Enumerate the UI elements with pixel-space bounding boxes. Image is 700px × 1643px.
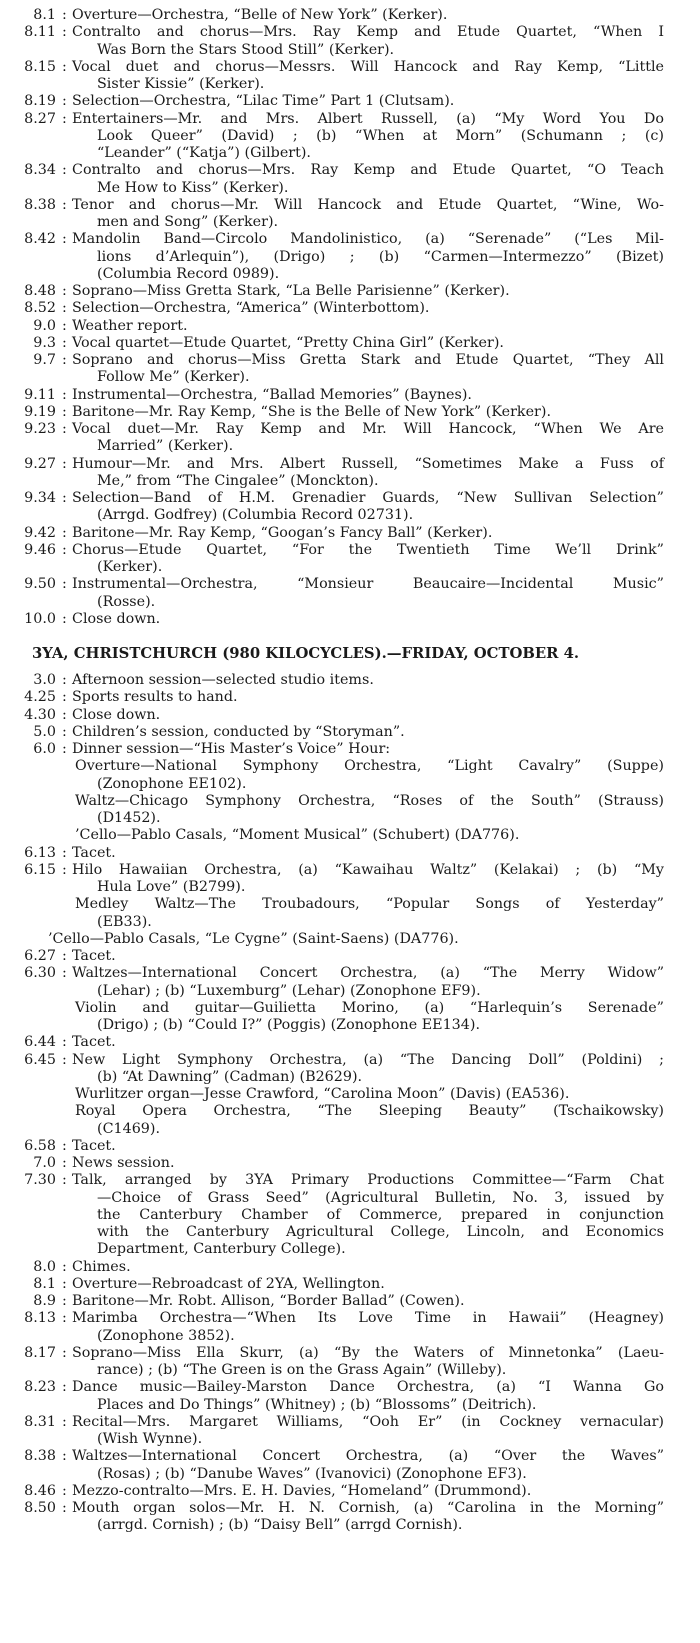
programme-entry [0, 1172, 700, 1258]
entry-text-line: Medley Waltz—The Troubadours, “Popular Songs of Yesterday” [75, 896, 664, 913]
programme-entry [0, 1086, 700, 1103]
time-separator: : [62, 576, 67, 593]
programme-entry [0, 1293, 700, 1310]
time-separator: : [62, 1172, 67, 1189]
entry-text-line: Selection—Band of H.M. Grenadier Guards, “New Sullivan Selection” [72, 490, 664, 506]
time-separator: : [62, 672, 67, 688]
time-separator: : [62, 1258, 67, 1275]
time-separator: : [62, 93, 67, 110]
entry-text-line: Sports results to hand. [72, 689, 238, 706]
time-separator: : [62, 490, 67, 506]
programme-entry [0, 1052, 700, 1087]
programme-entry [0, 1000, 700, 1035]
entry-text-line: (Drigo) ; (b) “Could I?” (Poggis) (Zonophone EE134). [97, 1017, 481, 1033]
programme-entry [0, 283, 700, 300]
entry-text-line: Married” (Kerker). [97, 438, 234, 455]
entry-text-line: lions d’Arlequin”), (Drigo) ; (b) “Carmen—Intermezzo” (Bizet) [97, 248, 664, 265]
entry-time: 8.11 [24, 24, 56, 41]
entry-text-line: (Wish Wynne). [97, 1431, 203, 1447]
entry-text-line: Look Queer” (David) ; (b) “When at Morn” (Schumann ; (c) [97, 127, 664, 144]
entry-text-line: Sister Kissie” (Kerker). [97, 76, 265, 92]
programme-entry [0, 1500, 700, 1535]
entry-text-line: Contralto and chorus—Mrs. Ray Kemp and Etude Quartet, “O Teach [72, 162, 664, 179]
entry-text-line: (Lehar) ; (b) “Luxemburg” (Lehar) (Zonophone EF9). [97, 982, 481, 999]
entry-text-line: men and Song” (Kerker). [97, 214, 279, 230]
time-separator: : [62, 1034, 67, 1051]
entry-text-line: ’Cello—Pablo Casals, “Le Cygne” (Saint-Saens) (DA776). [48, 930, 459, 947]
entry-text-line: Dance music—Bailey-Marston Dance Orchestra, (a) “I Wanna Go [72, 1379, 664, 1396]
time-separator: : [62, 1137, 67, 1154]
entry-text-line: with the Canterbury Agricultural College, Lincoln, and Economics [97, 1224, 664, 1240]
entry-text-line: Vocal duet and chorus—Messrs. Will Hancock and Ray Kemp, “Little [72, 58, 664, 75]
entry-time: 6.27 [24, 948, 56, 964]
entry-text-line: Overture—Orchestra, “Belle of New York” (Kerker). [72, 7, 448, 23]
programme-entry [0, 827, 700, 844]
entry-text-line: (Arrgd. Godfrey) (Columbia Record 02731). [97, 507, 414, 524]
programme-entry [0, 1034, 700, 1051]
programme-entry [0, 611, 700, 628]
entry-text-line: Tacet. [72, 1034, 116, 1051]
time-separator: : [62, 861, 67, 878]
entry-text-line: Follow Me” (Kerker). [97, 369, 250, 386]
entry-time: 8.38 [24, 196, 56, 213]
time-separator: : [62, 7, 67, 23]
programme-entry [0, 965, 700, 1000]
entry-time: 9.34 [24, 490, 56, 506]
programme-entry [0, 542, 700, 577]
entry-text-line: New Light Symphony Orchestra, (a) “The Dancing Doll” (Poldini) ; [72, 1051, 664, 1068]
time-separator: : [62, 1448, 67, 1465]
entry-text-line: Mouth organ solos—Mr. H. N. Cornish, (a) “Carolina in the Morning” [72, 1500, 664, 1516]
entry-text-line: Mezzo-contralto—Mrs. E. H. Davies, “Homeland” (Drummond). [72, 1482, 532, 1499]
entry-text-line: Violin and guitar—Guilietta Morino, (a) “Harlequin’s Serenade” [75, 999, 664, 1016]
programme-entry [0, 7, 700, 24]
entry-text-line: Marimba Orchestra—“When Its Love Time in Hawaii” (Heagney) [72, 1310, 664, 1327]
entry-text-line: Soprano—Miss Gretta Stark, “La Belle Parisienne” (Kerker). [72, 283, 510, 299]
entry-time: 8.15 [24, 58, 56, 75]
entry-text-line: Baritone—Mr. Ray Kemp, “Googan’s Fancy Ball” (Kerker). [72, 524, 493, 541]
entry-time: 9.3 [33, 334, 56, 351]
entry-text-line: Soprano and chorus—Miss Gretta Stark and Etude Quartet, “They All [72, 352, 664, 368]
programme-entry [0, 1103, 700, 1138]
time-separator: : [62, 334, 67, 351]
programme-entry [0, 24, 700, 59]
entry-text-line: (Zonophone 3852). [97, 1327, 235, 1344]
programme-entry [0, 724, 700, 741]
entry-text-line: Places and Do Things” (Whitney) ; (b) “Blossoms” (Deitrich). [97, 1396, 537, 1413]
entry-time: 8.19 [24, 93, 56, 110]
time-separator: : [62, 1344, 67, 1361]
entry-text-line: (Rosse). [97, 593, 156, 610]
entry-time: 8.13 [24, 1310, 56, 1327]
time-separator: : [62, 723, 67, 740]
entry-time: 8.31 [24, 1413, 56, 1430]
programme-entry [0, 793, 700, 828]
entry-time: 6.0 [33, 741, 56, 757]
entry-text-line: Afternoon session—selected studio items. [72, 672, 374, 688]
programme-entry [0, 1276, 700, 1293]
entry-time: 8.9 [33, 1293, 56, 1309]
entry-text-line: News session. [72, 1155, 175, 1171]
entry-time: 8.52 [24, 300, 56, 317]
entry-text-line: —Choice of Grass Seed” (Agricultural Bulletin, No. 3, issued by [97, 1189, 664, 1206]
programme-entry [0, 525, 700, 542]
entry-text-line: “Leander” (“Katja”) (Gilbert). [97, 145, 311, 161]
programme-entry [0, 1483, 700, 1500]
entry-text-line: Waltzes—International Concert Orchestra, (a) “The Merry Widow” [72, 965, 664, 982]
entry-time: 6.30 [24, 965, 56, 982]
entry-text-line: Close down. [72, 706, 161, 723]
entry-text-line: Recital—Mrs. Margaret Williams, “Ooh Er” (in Cockney vernacular) [72, 1413, 664, 1430]
entry-time: 8.38 [24, 1448, 56, 1465]
entry-time: 6.13 [24, 844, 56, 861]
time-separator: : [62, 524, 67, 541]
programme-entry [0, 111, 700, 163]
entry-text-line: Wurlitzer organ—Jesse Crawford, “Carolina Moon” (Davis) (EA536). [75, 1086, 570, 1102]
programme-entry [0, 335, 700, 352]
entry-text-line: Baritone—Mr. Ray Kemp, “She is the Belle of New York” (Kerker). [72, 403, 551, 420]
time-separator: : [62, 1155, 67, 1171]
entry-time: 8.0 [33, 1258, 56, 1275]
entry-text-line: Dinner session—“His Master’s Voice” Hour: [72, 741, 391, 757]
entry-time: 8.48 [24, 283, 56, 299]
programme-entry [0, 421, 700, 456]
time-separator: : [62, 965, 67, 982]
entry-text-line: (arrgd. Cornish) ; (b) “Daisy Bell” (arrgd Cornish). [97, 1517, 463, 1534]
time-separator: : [62, 58, 67, 75]
entry-text-line: (EB33). [97, 913, 152, 930]
entry-text-line: Chorus—Etude Quartet, “For the Twentieth Time We’ll Drink” [72, 541, 664, 558]
entry-text-line: Overture—Rebroadcast of 2YA, Wellington. [72, 1275, 385, 1292]
programme-entry [0, 352, 700, 387]
programme-entry [0, 845, 700, 862]
entry-time: 8.1 [33, 7, 56, 23]
programme-entry [0, 1379, 700, 1414]
time-separator: : [62, 317, 67, 334]
entry-time: 5.0 [33, 723, 56, 740]
entry-text-line: (D1452). [97, 810, 161, 826]
time-separator: : [62, 162, 67, 179]
time-separator: : [62, 1500, 67, 1516]
programme-entry [0, 689, 700, 706]
entry-text-line: Hula Love” (B2799). [97, 879, 246, 895]
programme-entry [0, 948, 700, 965]
programme-entry [0, 300, 700, 317]
time-separator: : [62, 352, 67, 368]
entry-time: 9.46 [24, 541, 56, 558]
time-separator: : [62, 610, 67, 627]
time-separator: : [62, 300, 67, 317]
programme-entry [0, 1155, 700, 1172]
entry-time: 6.44 [24, 1034, 56, 1051]
entry-text-line: Close down. [72, 610, 161, 627]
programme-entry [0, 404, 700, 421]
time-separator: : [62, 1275, 67, 1292]
programme-entry [0, 1259, 700, 1276]
entry-time: 8.23 [24, 1379, 56, 1396]
programme-entry [0, 758, 700, 793]
time-separator: : [62, 231, 67, 248]
programme-entry [0, 741, 700, 758]
entry-text-line: Mandolin Band—Circolo Mandolinistico, (a) “Serenade” (“Les Mil- [72, 231, 664, 248]
entry-time: 9.7 [33, 352, 56, 368]
entry-time: 9.11 [24, 386, 56, 403]
programme-entry [0, 1414, 700, 1449]
time-separator: : [62, 689, 67, 706]
entry-text-line: (Kerker). [97, 559, 163, 575]
entry-text-line: Entertainers—Mr. and Mrs. Albert Russell, (a) “My Word You Do [72, 110, 664, 127]
entry-text-line: Department, Canterbury College). [97, 1241, 346, 1258]
time-separator: : [62, 403, 67, 420]
programme-entry [0, 576, 700, 611]
entry-text-line: Was Born the Stars Stood Still” (Kerker). [97, 41, 395, 58]
entry-text-line: Hilo Hawaiian Orchestra, (a) “Kawaihau Waltz” (Kelakai) ; (b) “My [72, 861, 664, 878]
time-separator: : [62, 541, 67, 558]
programme-entry [0, 1310, 700, 1345]
entry-time: 9.19 [24, 403, 56, 420]
entry-text-line: Talk, arranged by 3YA Primary Productions Committee—“Farm Chat [72, 1172, 664, 1189]
entry-text-line: Children’s session, conducted by “Storyman”. [72, 723, 405, 740]
entry-text-line: Chimes. [72, 1258, 131, 1275]
entry-time: 4.30 [24, 706, 56, 723]
entry-text-line: Me,” from “The Cingalee” (Monckton). [97, 472, 379, 489]
time-separator: : [62, 24, 67, 41]
entry-time: 9.0 [33, 317, 56, 334]
programme-entry [0, 162, 700, 197]
time-separator: : [62, 283, 67, 299]
entry-time: 8.46 [24, 1482, 56, 1499]
entry-text-line: Me How to Kiss” (Kerker). [97, 179, 289, 196]
programme-entry [0, 490, 700, 525]
time-separator: : [62, 455, 67, 472]
entry-text-line: Soprano—Miss Ella Skurr, (a) “By the Waters of Minnetonka” (Laeu- [72, 1344, 664, 1361]
entry-text-line: Tacet. [72, 1137, 116, 1154]
entry-text-line: Humour—Mr. and Mrs. Albert Russell, “Sometimes Make a Fuss of [72, 455, 664, 472]
entry-time: 8.27 [24, 110, 56, 127]
time-separator: : [62, 421, 67, 437]
time-separator: : [62, 948, 67, 964]
programme-entry [0, 197, 700, 232]
time-separator: : [62, 196, 67, 213]
programme-entry [0, 707, 700, 724]
entry-time: 4.25 [24, 689, 56, 706]
entry-text-line: (Zonophone EE102). [97, 775, 247, 792]
programme-entry [0, 93, 700, 110]
entry-time: 7.30 [24, 1172, 56, 1189]
entry-text-line: Instrumental—Orchestra, “Monsieur Beaucaire—Incidental Music” [72, 576, 664, 593]
programme-entry [0, 896, 700, 931]
entry-text-line: (C1469). [97, 1120, 161, 1137]
entry-text-line: Contralto and chorus—Mrs. Ray Kemp and Etude Quartet, “When I [72, 24, 664, 41]
time-separator: : [62, 844, 67, 861]
entry-time: 9.23 [24, 421, 56, 437]
entry-text-line: Waltz—Chicago Symphony Orchestra, “Roses of the South” (Strauss) [75, 792, 664, 809]
entry-text-line: ’Cello—Pablo Casals, “Moment Musical” (Schubert) (DA776). [75, 827, 520, 844]
programme-entry [0, 318, 700, 335]
entry-time: 8.34 [24, 162, 56, 179]
time-separator: : [62, 1379, 67, 1396]
entry-time: 6.58 [24, 1137, 56, 1154]
programme-entry [0, 387, 700, 404]
entry-time: 9.42 [24, 524, 56, 541]
time-separator: : [62, 1051, 67, 1068]
entry-text-line: Weather report. [72, 317, 188, 334]
entry-time: 9.50 [24, 576, 56, 593]
entry-text-line: Vocal quartet—Etude Quartet, “Pretty China Girl” (Kerker). [72, 334, 504, 351]
entry-text-line: Tacet. [72, 844, 116, 861]
entry-text-line: Selection—Orchestra, “Lilac Time” Part 1 (Clutsam). [72, 93, 455, 110]
programme-entry [0, 672, 700, 689]
entry-text-line: Selection—Orchestra, “America” (Winterbottom). [72, 300, 430, 317]
time-separator: : [62, 1482, 67, 1499]
programme-entry [0, 1345, 700, 1380]
entry-time: 9.27 [24, 455, 56, 472]
entry-text-line: (Rosas) ; (b) “Danube Waves” (Ivanovici) (Zonophone EF3). [97, 1465, 527, 1482]
station-heading: 3YA, CHRISTCHURCH (980 KILOCYCLES).—FRIDAY, OCTOBER 4. [32, 645, 580, 662]
entry-text-line: (Columbia Record 0989). [97, 265, 280, 282]
time-separator: : [62, 386, 67, 403]
entry-time: 8.50 [24, 1500, 56, 1516]
time-separator: : [62, 1310, 67, 1327]
programme-entry [0, 59, 700, 94]
time-separator: : [62, 1293, 67, 1309]
time-separator: : [62, 706, 67, 723]
entry-text-line: Tacet. [72, 948, 116, 964]
entry-text-line: Tenor and chorus—Mr. Will Hancock and Etude Quartet, “Wine, Wo- [72, 196, 664, 213]
entry-text-line: rance) ; (b) “The Green is on the Grass Again” (Willeby). [97, 1362, 507, 1378]
entry-time: 3.0 [33, 672, 56, 688]
programme-entry [0, 1448, 700, 1483]
programme-entry [0, 862, 700, 897]
entry-time: 8.42 [24, 231, 56, 248]
entry-time: 8.17 [24, 1344, 56, 1361]
entry-time: 10.0 [24, 610, 56, 627]
time-separator: : [62, 1413, 67, 1430]
entry-text-line: (b) “At Dawning” (Cadman) (B2629). [97, 1068, 363, 1085]
entry-text-line: the Canterbury Chamber of Commerce, prepared in conjunction [97, 1206, 664, 1223]
programme-entry [0, 1138, 700, 1155]
time-separator: : [62, 741, 67, 757]
programme-entry [0, 456, 700, 491]
entry-text-line: Overture—National Symphony Orchestra, “Light Cavalry” (Suppe) [75, 758, 664, 775]
entry-time: 6.45 [24, 1051, 56, 1068]
entry-text-line: Royal Opera Orchestra, “The Sleeping Beauty” (Tschaikowsky) [75, 1103, 664, 1120]
entry-time: 7.0 [33, 1155, 56, 1171]
entry-text-line: Baritone—Mr. Robt. Allison, “Border Ballad” (Cowen). [72, 1293, 465, 1309]
entry-text-line: Instrumental—Orchestra, “Ballad Memories” (Baynes). [72, 386, 472, 403]
entry-time: 8.1 [33, 1275, 56, 1292]
time-separator: : [62, 110, 67, 127]
entry-text-line: Vocal duet—Mr. Ray Kemp and Mr. Will Hancock, “When We Are [72, 421, 664, 437]
entry-time: 6.15 [24, 861, 56, 878]
programme-entry [0, 931, 700, 948]
entry-text-line: Waltzes—International Concert Orchestra, (a) “Over the Waves” [72, 1448, 664, 1465]
programme-entry [0, 231, 700, 283]
